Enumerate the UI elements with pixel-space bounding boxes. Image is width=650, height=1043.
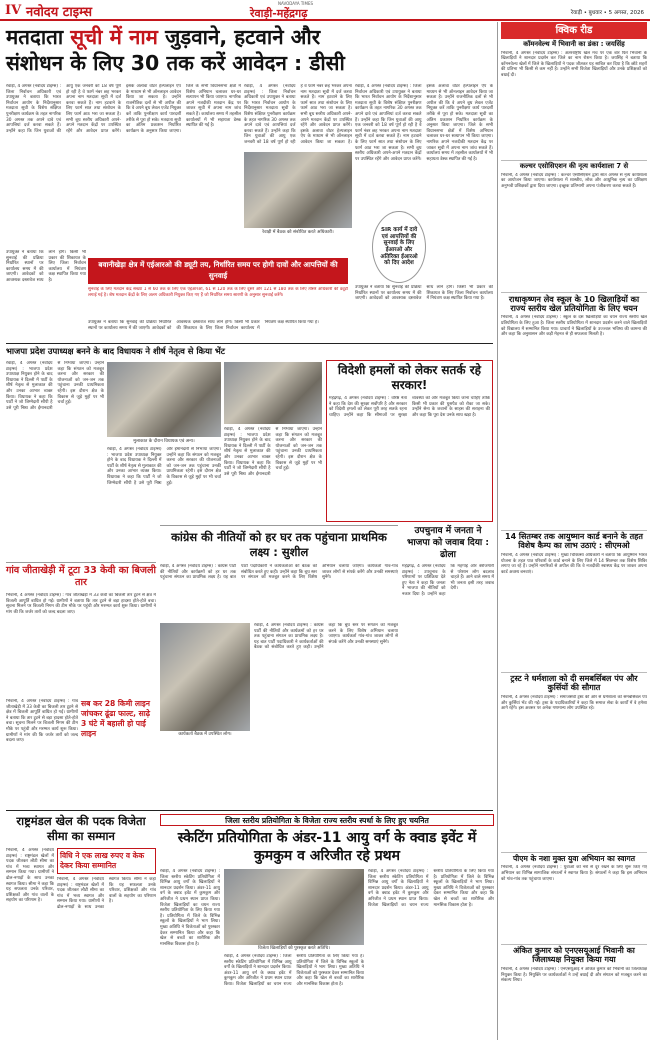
gaon-callout [6,699,156,799]
section-title: रेवाड़ी-महेंद्रगढ़ [250,7,308,20]
quick-read-body: भिवानी, 4 अगस्त (नवोदय टाइम्स) : एनएसयूआई ने अंकित कुमार को भिवानी का जिलाध्यक्ष नियुक्त किया है। नियुक्ति पर कार्यकर्ताओं ने उन्हें बधाई दी और संगठन को मजबूत करने का संकल्प लिया। [501,966,647,984]
bjp-body-right: रेवाड़ी, 4 अगस्त (नवोदय टाइम्स) : भाजपा प्रदेश उपाध्यक्ष नियुक्त होने के बाद विधायक ने दिल्ली में पार्टी के शीर्ष नेतृत्व से मुलाकात की और उनका आभार व्यक्त किया। विधायक ने कहा कि पार्टी ने जो जिम्मेदारी सौंपी है उसे पूरी निष्ठा और ईमानदारी से निभाया जाएगा। उन्होंने कहा कि संगठन को मजबूत करना और सरकार की योजनाओं को जन-जन तक पहुंचाना उनकी प्राथमिकता रहेगी। इस दौरान क्षेत्र के विकास से जुड़े मुद्दों पर भी चर्चा हुई। [224,427,322,477]
quick-read-title: 14 सितम्बर तक आयुष्मान कार्ड बनाने के तहत विशेष कैम्प का लाभ उठाएं : सीएमओ [505,532,643,550]
sports-section [160,814,494,1040]
lead-body-right: रेवाड़ी, 4 अगस्त (नवोदय टाइम्स) : जिला निर्वाचन अधिकारी एवं उपायुक्त ने बताया कि भारत निर्वाचन आयोग के निर्देशानुसार मतदाता सूची के विशेष संक्षिप्त पुनरीक्षण कार्यक्रम के तहत नागरिक 30 अगस्त तक अपने दावे एवं आपत्तियां दर्ज करवा सकते हैं। उन्होंने कहा कि जिन युवाओं की आयु एक जनवरी को 18 वर्ष पूर्ण हो रही है वे फार्म नंबर छह भरकर अपना नाम मतदाता सूची में दर्ज करवा सकते हैं। नाम हटवाने के लिए फार्म सात तथा संशोधन के लिए फार्म आठ भरा जा सकता है। सभी बूथ स्तरीय अधिकारी अपने-अपने मतदान केंद्रों पर उपस्थित रहेंगे और आवेदन प्राप्त करेंगे। इसके अलावा वोटर हेल्पलाइन ऐप के माध्यम से भी ऑनलाइन आवेदन किया जा सकता है। [244,84,352,145]
quick-read-header: क्विक रीड [501,22,647,39]
brand-subtitle: NAVODAYA TIMES [278,1,314,6]
upchunav-headline: उपचुनाव में जनता ने भाजपा को जवाब दिया : ढोला [407,526,489,560]
headline-highlight: सूची में नाम [70,25,158,49]
lead-subhead-text: बवानीखेड़ा क्षेत्र में एईआरओ की ड्यूटी तय, निर्धारित समय पर होगी दावों और आपत्तियों की सुनवाई [98,260,338,280]
commonwealth-body-left: भिवानी, 4 अगस्त (नवोदय टाइम्स) : राष्ट्रमंडल खेलों में पदक जीतकर लौटी सीमा का गांव में भव्य स्वागत और सम्मान किया गया। ग्रामीणों ने ढोल-नगाड़ों के साथ उनका स्वागत किया। सीमा ने कहा कि यह सफलता उनके परिवार, प्रशिक्षकों और गांव वालों के सहयोग का परिणाम है। [6,848,54,904]
sports-banner-text: जिला स्तरीय प्रतियोगिता के विजेता राज्य स्तरीय स्पर्धा के लिए हुए चयनित [225,816,429,825]
lead-photo [244,152,352,228]
lead-body-lower-mid: उपायुक्त ने बताया कि सुनवाई की प्रक्रिया निर्धारित स्थानों पर कार्यालय समय में की जाएगी। आवेदकों को आवश्यक दस्तावेज साथ लाने होंगे। किसी भी प्रकार की शिकायत के लिए जिला निर्वाचन कार्यालय में नियंत्रण कक्ष स्थापित किया गया है। [88,320,319,331]
lead-body-left: रेवाड़ी, 4 अगस्त (नवोदय टाइम्स) : जिला निर्वाचन अधिकारी एवं उपायुक्त ने बताया कि भारत निर्वाचन आयोग के निर्देशानुसार मतदाता सूची के विशेष संक्षिप्त पुनरीक्षण कार्यक्रम के तहत नागरिक 30 अगस्त तक अपने दावे एवं आपत्तियां दर्ज करवा सकते हैं। उन्होंने कहा कि जिन युवाओं की आयु एक जनवरी को 18 वर्ष पूर्ण हो रही है वे फार्म नंबर छह भरकर अपना नाम मतदाता सूची में दर्ज करवा सकते हैं। नाम हटवाने के लिए फार्म सात तथा संशोधन के लिए फार्म आठ भरा जा सकता है। सभी बूथ स्तरीय अधिकारी अपने-अपने मतदान केंद्रों पर उपस्थित रहेंगे और आवेदन प्राप्त करेंगे। इसके अलावा वोटर हेल्पलाइन ऐप के माध्यम से भी ऑनलाइन आवेदन किया जा सकता है। उन्होंने राजनीतिक दलों से भी अपील की कि वे अपने बूथ लेवल एजेंट नियुक्त करें ताकि पुनरीक्षण कार्य पारदर्शी तरीके से पूरा हो सके। मतदाता सूची का अंतिम प्रकाशन निर्धारित कार्यक्रम के अनुसार किया जाएगा। जिले के सभी विधानसभा क्षेत्रों में विशेष अभियान चलाकर घर-घर सत्यापन भी किया जाएगा। नागरिक अपने नजदीकी मतदान केंद्र पर जाकर सूची में अपना नाम जांच सकते हैं। कार्यालय समय में तहसील कार्यालयों में भी सहायता डेस्क स्थापित की गई है। [6,84,241,134]
headline-line-2: संशोधन के लिए 30 तक करें आवेदन : डीसी [6,51,345,75]
bjp-photo-2 [224,362,322,424]
bjp-photo [107,362,221,437]
quick-read-item [501,295,647,531]
congress-body-top: रेवाड़ी, 4 अगस्त (नवोदय टाइम्स) : कांग्रेस पार्टी की नीतियों और कार्यक्रमों को हर घर तक पहुंचाना संगठन का प्राथमिक लक्ष्य है। यह बात पार्टी पदाधिकारी ने कार्यकर्ताओं की बैठक को संबोधित करते हुए कही। उन्होंने कहा कि बूथ स्तर पर संगठन को मजबूत करने के लिए विशेष अभियान चलाया जाएगा। कार्यकर्ता गांव-गांव जाकर लोगों से संपर्क करेंगे और उनकी समस्याएं सुनेंगे। [160,564,398,581]
videshi-body: महेंद्रगढ़, 4 अगस्त (नवोदय टाइम्स) : वरिष्ठ नेता ने कहा कि देश की सुरक्षा सर्वोपरि है और सरकार को विदेशी हमलों को लेकर पूरी तरह सतर्क रहना चाहिए। उन्होंने कहा कि सीमाओं पर सुरक्षा व्यवस्था को और मजबूत किया जाना चाहिए ताकि किसी भी प्रकार की घुसपैठ को रोका जा सके। उन्होंने सेना के जवानों के साहस की सराहना की और कहा कि पूरा देश उनके साथ खड़ा है। [329,396,490,418]
congress-section [160,525,398,810]
congress-photo [160,623,250,731]
quick-read-item [501,163,647,293]
lead-subhead-bar [88,258,348,284]
lead-photo-caption: रेवाड़ी में बैठक को संबोधित करते अधिकारी। [262,230,334,235]
bjp-body-left: रेवाड़ी, 4 अगस्त (नवोदय टाइम्स) : भाजपा प्रदेश उपाध्यक्ष नियुक्त होने के बाद विधायक ने दिल्ली में पार्टी के शीर्ष नेतृत्व से मुलाकात की और उनका आभार व्यक्त किया। विधायक ने कहा कि पार्टी ने जो जिम्मेदारी सौंपी है उसे पूरी निष्ठा और ईमानदारी से निभाया जाएगा। उन्होंने कहा कि संगठन को मजबूत करना और सरकार की योजनाओं को जन-जन तक पहुंचाना उनकी प्राथमिकता रहेगी। इस दौरान क्षेत्र के विकास से जुड़े मुद्दों पर भी चर्चा हुई। [6,361,104,411]
quick-read-title: कल्चर एसोसिएशन की नृत्य कार्यशाला 7 से [519,162,629,170]
issue-date: रेवाड़ी • बुधवार • 5 अगस्त, 2026 [570,10,644,16]
page-header [0,0,650,21]
gaon-body-2: भिवानी, 4 अगस्त (नवोदय टाइम्स) : गांव जीताखेड़ी में 33 केवी का बिजली तार टूटने से क्षेत्र में बिजली आपूर्ति बाधित हो गई। ग्रामीणों ने बताया कि तार टूटने से बड़ा हादसा होते-होते बचा। सूचना मिलने पर बिजली निगम की टीम मौके पर पहुंची और मरम्मत कार्य शुरू किया। ग्रामीणों ने मांग की कि जर्जर तारों को जल्द बदला जाए। [6,699,78,744]
commonwealth-callout: विधि ने एक लाख रुपए व केक देकर किया सम्मानित [57,848,156,874]
gaon-section [6,562,156,809]
commonwealth-body: भिवानी, 4 अगस्त (नवोदय टाइम्स) : राष्ट्रमंडल खेलों में पदक जीतकर लौटी सीमा का गांव में भव्य स्वागत और सम्मान किया गया। ग्रामीणों ने ढोल-नगाड़ों के साथ उनका स्वागत किया। सीमा ने कहा कि यह सफलता उनके परिवार, प्रशिक्षकों और गांव वालों के सहयोग का परिणाम है। [57,877,156,910]
quick-read-title: कॉमनवेल्थ में भिवानी का डंका : जयसिंह [523,40,625,48]
lead-headline [6,25,493,76]
quick-read-body: भिवानी, 4 अगस्त (नवोदय टाइम्स) : स्कूल के दस खिलाड़ियों का चयन राज्य स्तरीय खेल प्रतियोगिता के लिए हुआ है। जिला स्तरीय प्रतियोगिता में शानदार प्रदर्शन करने वाले खिलाड़ियों को विद्यालय में सम्मानित किया गया। प्राचार्य ने खिलाड़ियों के उज्ज्वल भविष्य की कामना की और कहा कि अनुशासन और कड़ी मेहनत से ही सफलता मिलती है। [501,315,647,338]
lead-body-far-right: रेवाड़ी, 4 अगस्त (नवोदय टाइम्स) : जिला निर्वाचन अधिकारी एवं उपायुक्त ने बताया कि भारत निर्वाचन आयोग के निर्देशानुसार मतदाता सूची के विशेष संक्षिप्त पुनरीक्षण कार्यक्रम के तहत नागरिक 30 अगस्त तक अपने दावे एवं आपत्तियां दर्ज करवा सकते हैं। उन्होंने कहा कि जिन युवाओं की आयु एक जनवरी को 18 वर्ष पूर्ण हो रही है वे फार्म नंबर छह भरकर अपना नाम मतदाता सूची में दर्ज करवा सकते हैं। नाम हटवाने के लिए फार्म सात तथा संशोधन के लिए फार्म आठ भरा जा सकता है। सभी बूथ स्तरीय अधिकारी अपने-अपने मतदान केंद्रों पर उपस्थित रहेंगे और आवेदन प्राप्त करेंगे। इसके अलावा वोटर हेल्पलाइन ऐप के माध्यम से भी ऑनलाइन आवेदन किया जा सकता है। उन्होंने राजनीतिक दलों से भी अपील की कि वे अपने बूथ लेवल एजेंट नियुक्त करें ताकि पुनरीक्षण कार्य पारदर्शी तरीके से पूरा हो सके। मतदाता सूची का अंतिम प्रकाशन निर्धारित कार्यक्रम के अनुसार किया जाएगा। जिले के सभी विधानसभा क्षेत्रों में विशेष अभियान चलाकर घर-घर सत्यापन भी किया जाएगा। नागरिक अपने नजदीकी मतदान केंद्र पर जाकर सूची में अपना नाम जांच सकते हैं। कार्यालय समय में तहसील कार्यालयों में भी सहायता डेस्क स्थापित की गई है। [355,84,493,162]
quick-read-item [501,947,647,1042]
lead-subhead-body: सुनवाई के लिए मतदान केंद्र संख्या 1 से 60 तक के लिए एक एईआरओ, 61 से 120 तक के लिए दूसरे और 121 से 180 तक के लिए तीसरे अधिकारी की ड्यूटी लगाई गई है। शेष मतदान केंद्रों के लिए अलग अधिकारी नियुक्त किए गए हैं जो निर्धारित समय सारणी के अनुसार सुनवाई करेंगे। [88,287,348,298]
quick-read-column [497,22,647,1040]
quick-read-item [501,675,647,853]
sports-headline: स्केटिंग प्रतियोगिता के अंडर-11 आयु वर्ग के क्वाड इवेंट में कुमकुम व अरिजीत रहे प्रथम [177,830,477,864]
upchunav-body: महेंद्रगढ़, 4 अगस्त (नवोदय टाइम्स) : उपचुनाव के परिणामों पर प्रतिक्रिया देते हुए नेता ने कहा कि जनता ने भाजपा की नीतियों को नकार दिया है। उन्होंने कहा कि महंगाई और बेरोजगारी से परेशान लोग बदलाव चाहते हैं। आने वाले समय में भी जनता इसी तरह जवाब देगी। [402,564,494,597]
gaon-headline: गांव जीताखेड़ी में टूटा 33 केवी का बिजली तार [6,565,156,588]
commonwealth-section [6,814,156,1040]
gaon-body: भिवानी, 4 अगस्त (नवोदय टाइम्स) : गांव जीताखेड़ी में 33 केवी का बिजली तार टूटने से क्षेत्र में बिजली आपूर्ति बाधित हो गई। ग्रामीणों ने बताया कि तार टूटने से बड़ा हादसा होते-होते बचा। सूचना मिलने पर बिजली निगम की टीम मौके पर पहुंची और मरम्मत कार्य शुरू किया। ग्रामीणों ने मांग की कि जर्जर तारों को जल्द बदला जाए। [6,593,156,615]
bjp-headline: भाजपा प्रदेश उपाध्यक्ष बनने के बाद विधायक ने शीर्ष नेतृत्व से किया भेंट [6,346,226,356]
headline-part-2: जुड़वाने, हटवाने और [165,25,321,49]
quick-read-item [501,41,647,161]
page-number: IV [5,3,22,18]
quick-read-body: भिवानी, 4 अगस्त (नवोदय टाइम्स) : समाजसेवी ट्रस्ट की ओर से धर्मशाला को समबर्सिबल पंप और कुर्सियां भेंट की गईं। ट्रस्ट के पदाधिकारियों ने कहा कि समाज सेवा के कार्यों में वे हमेशा आगे रहेंगे। इस अवसर पर अनेक गणमान्य लोग उपस्थित रहे। [501,694,647,712]
congress-photo-caption: कार्यकर्ता बैठक में उपस्थित लोग। [178,732,232,737]
sports-photo-caption: विजेता खिलाड़ियों को पुरस्कृत करते अतिथि। [258,946,330,951]
gaon-callout-text: सब कर 28 किमी लाइन जांचकर ढूंढा फाल्ट, साढ़े 3 घंटे में बहाली हो पाई लाइन [81,699,151,738]
quick-read-body: भिवानी, 4 अगस्त (नवोदय टाइम्स) : मुख्य चिकित्सा अधिकारी ने बताया कि आयुष्मान भारत योजना के तहत पात्र परिवारों के कार्ड बनाने के लिए जिले में 14 सितम्बर तक विशेष शिविर लगाए जा रहे हैं। उन्होंने नागरिकों से अपील की कि वे नजदीकी स्वास्थ्य केंद्र पर जाकर अपना कार्ड अवश्य बनवाएं। [501,552,647,575]
lead-body-lower-right: उपायुक्त ने बताया कि सुनवाई की प्रक्रिया निर्धारित स्थानों पर कार्यालय समय में की जाएगी। आवेदकों को आवश्यक दस्तावेज साथ लाने होंगे। किसी भी प्रकार की शिकायत के लिए जिला निर्वाचन कार्यालय में नियंत्रण कक्ष स्थापित किया गया है। [355,285,493,302]
quick-read-title: ट्रस्ट ने धर्मशाला को दी समबर्सिबल पंप और कुर्सियों की सौगात [510,674,638,692]
sports-body: रेवाड़ी, 4 अगस्त (नवोदय टाइम्स) : जिला स्तरीय स्केटिंग प्रतियोगिता में विभिन्न आयु वर्गों के खिलाड़ियों ने शानदार प्रदर्शन किया। अंडर-11 आयु वर्ग के क्वाड इवेंट में कुमकुम और अरिजीत ने प्रथम स्थान प्राप्त किया। विजेता खिलाड़ियों का चयन राज्य स्तरीय प्रतियोगिता के लिए किया गया है। प्रतियोगिता में जिले के विभिन्न स्कूलों के खिलाड़ियों ने भाग लिया। मुख्य अतिथि ने विजेताओं को पुरस्कार देकर सम्मानित किया और कहा कि खेल से बच्चों का शारीरिक और मानसिक विकास होता है। [368,869,494,908]
sir-highlight-box [373,212,425,282]
congress-headline: कांग्रेस की नीतियों को हर घर तक पहुंचाना प्राथमिक लक्ष्य : सुशील [171,530,387,559]
headline-part-1: मतदाता [6,25,64,49]
quick-read-title: अंकित कुमार को एनएसयूआई भिवानी का जिलाध्यक्ष नियुक्त किया गया [513,946,635,964]
divider [6,810,493,811]
upchunav-section [402,525,494,810]
videshi-box [326,360,493,522]
videshi-headline: विदेशी हमलों को लेकर सतर्क रहे सरकार! [337,363,482,392]
commonwealth-headline: राष्ट्रमंडल खेल की पदक विजेता सीमा का सम्मान [16,814,146,843]
brand-logo: नवोदय टाइम्स [26,5,93,20]
divider [6,343,493,344]
bjp-photo-caption: मुलाकात के दौरान विधायक एवं अन्य। [133,439,195,444]
quick-read-title: राधाकृष्णन लेव स्कूल के 10 खिलाड़ियों का राज्य स्तरीय खेल प्रतियोगिता के लिए चयन [508,294,640,314]
congress-body: रेवाड़ी, 4 अगस्त (नवोदय टाइम्स) : कांग्रेस पार्टी की नीतियों और कार्यक्रमों को हर घर तक पहुंचाना संगठन का प्राथमिक लक्ष्य है। यह बात पार्टी पदाधिकारी ने कार्यकर्ताओं की बैठक को संबोधित करते हुए कही। उन्होंने कहा कि बूथ स्तर पर संगठन को मजबूत करने के लिए विशेष अभियान चलाया जाएगा। कार्यकर्ता गांव-गांव जाकर लोगों से संपर्क करेंगे और उनकी समस्याएं सुनेंगे। [254,623,398,651]
lead-body-lower-left: उपायुक्त ने बताया कि सुनवाई की प्रक्रिया निर्धारित स्थानों पर कार्यालय समय में की जाएगी। आवेदकों को आवश्यक दस्तावेज साथ लाने होंगे। किसी भी प्रकार की शिकायत के लिए जिला निर्वाचन कार्यालय में नियंत्रण कक्ष स्थापित किया गया है। [6,250,86,283]
sports-banner [160,814,494,826]
sports-body-left: रेवाड़ी, 4 अगस्त (नवोदय टाइम्स) : जिला स्तरीय स्केटिंग प्रतियोगिता में विभिन्न आयु वर्गों के खिलाड़ियों ने शानदार प्रदर्शन किया। अंडर-11 आयु वर्ग के क्वाड इवेंट में कुमकुम और अरिजीत ने प्रथम स्थान प्राप्त किया। विजेता खिलाड़ियों का चयन राज्य स्तरीय प्रतियोगिता के लिए किया गया है। प्रतियोगिता में जिले के विभिन्न स्कूलों के खिलाड़ियों ने भाग लिया। मुख्य अतिथि ने विजेताओं को पुरस्कार देकर सम्मानित किया और कहा कि खेल से बच्चों का शारीरिक और मानसिक विकास होता है। [160,869,220,947]
quick-read-item [501,855,647,945]
quick-read-body: भिवानी, 4 अगस्त (नवोदय टाइम्स) : युवाओं को नशे से दूर रखने के लिए शुरू किए गए अभियान का विभिन्न सामाजिक संगठनों ने स्वागत किया है। संगठनों ने कहा कि इस अभियान को गांव-गांव तक पहुंचाया जाएगा। [501,865,647,882]
quick-read-title: पीएम के नशा मुक्त युवा अभियान का स्वागत [513,854,635,863]
quick-read-body: भिवानी, 4 अगस्त (नवोदय टाइम्स) : अंतरराष्ट्रीय खेल मंच पर एक बार फिर भिवानी के खिलाड़ियों ने शानदार प्रदर्शन कर जिले का नाम रोशन किया है। जयसिंह ने बताया कि कॉमनवेल्थ खेलों में जिले के खिलाड़ियों ने पदक जीतकर यह साबित कर दिया है कि छोटे शहरों की प्रतिभा भी किसी से कम नहीं है। उन्होंने सभी विजेता खिलाड़ियों और उनके प्रशिक्षकों को बधाई दी। [501,50,647,78]
quick-read-body: भिवानी, 4 अगस्त (नवोदय टाइम्स) : कल्चर एसोसिएशन द्वारा सात अगस्त से नृत्य कार्यशाला का आयोजन किया जाएगा। कार्यशाला में शास्त्रीय, लोक और आधुनिक नृत्य का प्रशिक्षण अनुभवी प्रशिक्षकों द्वारा दिया जाएगा। इच्छुक प्रतिभागी अपना पंजीकरण करवा सकते हैं। [501,172,647,189]
sports-body-mid: रेवाड़ी, 4 अगस्त (नवोदय टाइम्स) : जिला स्तरीय स्केटिंग प्रतियोगिता में विभिन्न आयु वर्गों के खिलाड़ियों ने शानदार प्रदर्शन किया। अंडर-11 आयु वर्ग के क्वाड इवेंट में कुमकुम और अरिजीत ने प्रथम स्थान प्राप्त किया। विजेता खिलाड़ियों का चयन राज्य स्तरीय प्रतियोगिता के लिए किया गया है। प्रतियोगिता में जिले के विभिन्न स्कूलों के खिलाड़ियों ने भाग लिया। मुख्य अतिथि ने विजेताओं को पुरस्कार देकर सम्मानित किया और कहा कि खेल से बच्चों का शारीरिक और मानसिक विकास होता है। [224,954,364,987]
sir-highlight-text: SIR कार्य में दावे एवं आपत्तियों की सुनवाई के लिए ईआरओ और अतिरिक्त ईआरओ को दिए आदेश [380,227,418,267]
bjp-body-mid: रेवाड़ी, 4 अगस्त (नवोदय टाइम्स) : भाजपा प्रदेश उपाध्यक्ष नियुक्त होने के बाद विधायक ने दिल्ली में पार्टी के शीर्ष नेतृत्व से मुलाकात की और उनका आभार व्यक्त किया। विधायक ने कहा कि पार्टी ने जो जिम्मेदारी सौंपी है उसे पूरी निष्ठा और ईमानदारी से निभाया जाएगा। उन्होंने कहा कि संगठन को मजबूत करना और सरकार की योजनाओं को जन-जन तक पहुंचाना उनकी प्राथमिकता रहेगी। इस दौरान क्षेत्र के विकास से जुड़े मुद्दों पर भी चर्चा हुई। [107,447,221,486]
sports-photo [224,869,364,945]
quick-read-item [501,533,647,673]
